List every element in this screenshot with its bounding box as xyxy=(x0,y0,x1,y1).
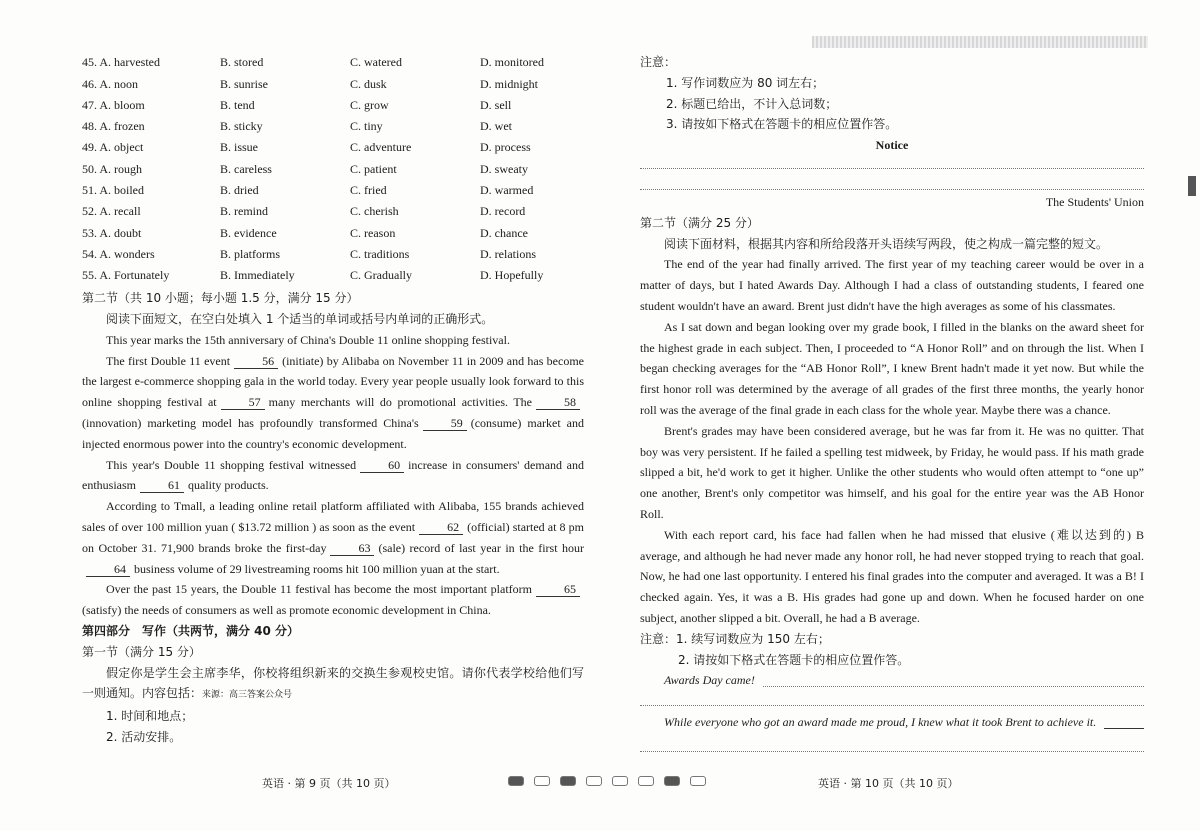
option-a[interactable]: 53. A. doubt xyxy=(82,225,142,240)
option-a[interactable]: 45. A. harvested xyxy=(82,55,160,70)
option-d[interactable]: D. midnight xyxy=(480,76,539,91)
note-2: 2. 标题已给出，不计入总词数； xyxy=(666,96,838,111)
footer-page-9: 英语 · 第 9 页（共 10 页） xyxy=(262,777,396,790)
answer-line[interactable] xyxy=(640,751,1144,752)
option-row xyxy=(82,222,584,243)
blank-61[interactable]: 61 xyxy=(140,478,184,493)
header-shading xyxy=(812,36,1148,48)
option-b[interactable]: B. issue xyxy=(220,140,259,155)
option-row xyxy=(82,95,584,116)
blank-58[interactable]: 58 xyxy=(536,395,580,410)
page-indicator xyxy=(508,776,706,786)
option-b[interactable]: B. evidence xyxy=(220,225,277,240)
option-d[interactable]: D. sweaty xyxy=(480,161,528,176)
section2b-instruction: 阅读下面材料，根据其内容和所给段落开头语续写两段，使之构成一篇完整的短文。 xyxy=(664,236,1109,251)
option-a[interactable]: 55. A. Fortunately xyxy=(82,268,170,283)
blank-62[interactable]: 62 xyxy=(419,520,463,535)
option-c[interactable]: C. fried xyxy=(350,183,387,198)
indicator-dot xyxy=(534,776,550,786)
option-row xyxy=(82,52,584,73)
option-c[interactable]: C. adventure xyxy=(350,140,412,155)
indicator-dot xyxy=(638,776,654,786)
options-list xyxy=(82,52,584,286)
answer-line[interactable] xyxy=(640,705,1144,706)
option-b[interactable]: B. careless xyxy=(220,161,272,176)
option-a[interactable]: 54. A. wonders xyxy=(82,246,155,261)
option-c[interactable]: C. dusk xyxy=(350,76,387,91)
start-line-2: While everyone who got an award made me proud, I knew what it took Brent to achieve it. xyxy=(640,712,1144,733)
section2b-title: 第二节（满分 25 分） xyxy=(640,215,759,230)
notes-title: 注意： xyxy=(640,55,677,69)
option-d[interactable]: D. wet xyxy=(480,119,512,134)
option-a[interactable]: 48. A. frozen xyxy=(82,119,145,134)
blank-59[interactable]: 59 xyxy=(423,416,467,431)
section2-instruction: 阅读下面短文，在空白处填入 1 个适当的单词或括号内单词的正确形式。 xyxy=(106,312,494,327)
story-p3: Brent's grades may have been considered average, but he was far from it. He was no quitter. That boy was very persistent. If he failed a spelling test midweek, by Friday, he would pass. If his math grade slipped a bit, he'd work to get it higher. Unlike the other students who would often attempt to “one up” one another, Brent's only competitor was himself, and his goal for the entire year was the AB Honor Roll. xyxy=(640,423,1144,521)
option-a[interactable]: 50. A. rough xyxy=(82,161,142,176)
signature: The Students' Union xyxy=(1045,194,1144,209)
option-b[interactable]: B. dried xyxy=(220,183,259,198)
indicator-dot xyxy=(508,776,524,786)
part4-section1-title: 第一节（满分 15 分） xyxy=(82,644,201,659)
option-a[interactable]: 52. A. recall xyxy=(82,204,141,219)
answer-line[interactable] xyxy=(640,189,1144,190)
story-p4: With each report card, his face had fallen when he had missed that elusive (难以达到的) B average, and although he had never made any honor roll, he had never stopped trying to reach that goal. Now, he had one last opportunity. I entered his final grades into the computer and averaged. It was a B! I checked again. Yes, it was a B. His grades had gone up and down. When he focused harder on one subject, another slipped a bit. Overall, he had a B average. xyxy=(640,527,1144,625)
option-row xyxy=(82,265,584,286)
option-c[interactable]: C. watered xyxy=(350,55,402,70)
answer-line[interactable] xyxy=(763,686,1144,687)
option-a[interactable]: 51. A. boiled xyxy=(82,183,144,198)
task-item-2: 2. 活动安排。 xyxy=(106,730,182,744)
option-c[interactable]: C. Gradually xyxy=(350,268,412,283)
right-column xyxy=(640,52,1144,752)
note-3: 3. 请按如下格式在答题卡的相应位置作答。 xyxy=(666,117,898,132)
writing-task: 假定你是学生会主席李华，你校将组织新来的交换生参观校史馆。请你代表学校给他们写一则通知。内容包括：来源：高三答案公众号 xyxy=(82,665,584,701)
option-c[interactable]: C. grow xyxy=(350,97,389,112)
option-a[interactable]: 46. A. noon xyxy=(82,76,139,91)
section2-title: 第二节（共 10 小题；每小题 1.5 分，满分 15 分） xyxy=(82,291,359,306)
blank-64[interactable]: 64 xyxy=(86,562,130,577)
indicator-dot xyxy=(690,776,706,786)
start-line-1: Awards Day came! xyxy=(640,670,1144,691)
passage-p4: According to Tmall, a leading online retail platform affiliated with Alibaba, 155 brands achieved sales of over 100 million yuan ( $13.72 million ) as soon as the event 62 (official) started at 8 pm on October 31. 71,900 brands broke the first-day 63 (sale) record of last year in the first hour64 business volume of 29 livestreaming rooms hit 100 million yuan at the start. xyxy=(82,499,584,576)
story-p1: The end of the year had finally arrived. The first year of my teaching career would be over in a matter of days, but I hated Awards Day. Although I had a class of outstanding students, I feared one student wouldn't have an award. Brent just didn't have the high averages as some of his classmates. xyxy=(640,257,1144,313)
note2-2: 2. 请按如下格式在答题卡的相应位置作答。 xyxy=(678,652,910,667)
option-c[interactable]: C. traditions xyxy=(350,246,410,261)
option-row xyxy=(82,201,584,222)
option-row xyxy=(82,116,584,137)
option-b[interactable]: B. stored xyxy=(220,55,264,70)
source-note: 来源：高三答案公众号 xyxy=(202,690,293,701)
page-edge-mark xyxy=(1188,176,1196,196)
blank-56[interactable]: 56 xyxy=(234,354,278,369)
option-d[interactable]: D. chance xyxy=(480,225,528,240)
part4-title: 第四部分 写作（共两节，满分 40 分） xyxy=(82,624,300,639)
notice-title: Notice xyxy=(875,138,909,153)
passage-p3: This year's Double 11 shopping festival witnessed 60 increase in consumers' demand and enthusiasm 61 quality products. xyxy=(82,457,584,493)
answer-line[interactable] xyxy=(640,168,1144,169)
option-b[interactable]: B. remind xyxy=(220,204,268,219)
option-d[interactable]: D. warmed xyxy=(480,183,534,198)
option-d[interactable]: D. record xyxy=(480,204,526,219)
option-d[interactable]: D. process xyxy=(480,140,531,155)
option-b[interactable]: B. sticky xyxy=(220,119,263,134)
story-p2: As I sat down and began looking over my grade book, I filled in the blanks on the award sheet for the highest grade in each subject. Then, I proceeded to “A Honor Roll” and on through the list. When I began checking averages for the “AB Honor Roll”, I knew Brent hadn't made it yet now. But while the first honor roll was determined by the average of all grades of the first three months, the yearly honor roll was the average of the final grade in each class for the whole year. Maybe there was a chance. xyxy=(640,319,1144,417)
blank-60[interactable]: 60 xyxy=(360,458,404,473)
option-a[interactable]: 47. A. bloom xyxy=(82,97,145,112)
option-c[interactable]: C. cherish xyxy=(350,204,399,219)
option-d[interactable]: D. sell xyxy=(480,97,512,112)
notes2: 注意：1. 续写词数应为 150 左右； xyxy=(640,631,830,646)
blank-57[interactable]: 57 xyxy=(221,395,265,410)
indicator-dot xyxy=(612,776,628,786)
footer-page-10: 英语 · 第 10 页（共 10 页） xyxy=(818,777,959,790)
option-d[interactable]: D. relations xyxy=(480,246,536,261)
option-c[interactable]: C. reason xyxy=(350,225,396,240)
indicator-dot xyxy=(664,776,680,786)
left-column xyxy=(82,52,584,748)
option-b[interactable]: B. tend xyxy=(220,97,255,112)
indicator-dot xyxy=(586,776,602,786)
blank-63[interactable]: 63 xyxy=(330,541,374,556)
note-1: 1. 写作词数应为 80 词左右； xyxy=(666,75,825,90)
option-b[interactable]: B. Immediately xyxy=(220,268,295,283)
option-row xyxy=(82,158,584,179)
option-b[interactable]: B. platforms xyxy=(220,246,280,261)
task-item-1: 1. 时间和地点； xyxy=(106,709,194,724)
option-d[interactable]: D. Hopefully xyxy=(480,268,544,283)
option-row xyxy=(82,244,584,265)
option-c[interactable]: C. patient xyxy=(350,161,397,176)
passage-p5: Over the past 15 years, the Double 11 festival has become the most important platform 65(satisfy) the needs of consumers as well as promote economic development in China. xyxy=(82,579,584,621)
option-d[interactable]: D. monitored xyxy=(480,55,544,70)
option-c[interactable]: C. tiny xyxy=(350,119,383,134)
indicator-dot xyxy=(560,776,576,786)
option-row xyxy=(82,73,584,94)
option-row xyxy=(82,137,584,158)
option-b[interactable]: B. sunrise xyxy=(220,76,268,91)
passage-p2: The first Double 11 event 56 (initiate) by Alibaba on November 11 in 2009 and has become the largest e-commerce shopping gala in the world today. Every year people usually look forward to this online shopping festival at 57 many merchants will do promotional activities. The 58(innovation) marketing model has profoundly transformed China's 59 (consume) market and injected enormous power into the country's economic development. xyxy=(82,353,584,451)
option-row xyxy=(82,180,584,201)
option-a[interactable]: 49. A. object xyxy=(82,140,144,155)
answer-line[interactable] xyxy=(1104,728,1144,729)
passage-p1: This year marks the 15th anniversary of China's Double 11 online shopping festival. xyxy=(106,332,510,347)
blank-65[interactable]: 65 xyxy=(536,582,580,597)
